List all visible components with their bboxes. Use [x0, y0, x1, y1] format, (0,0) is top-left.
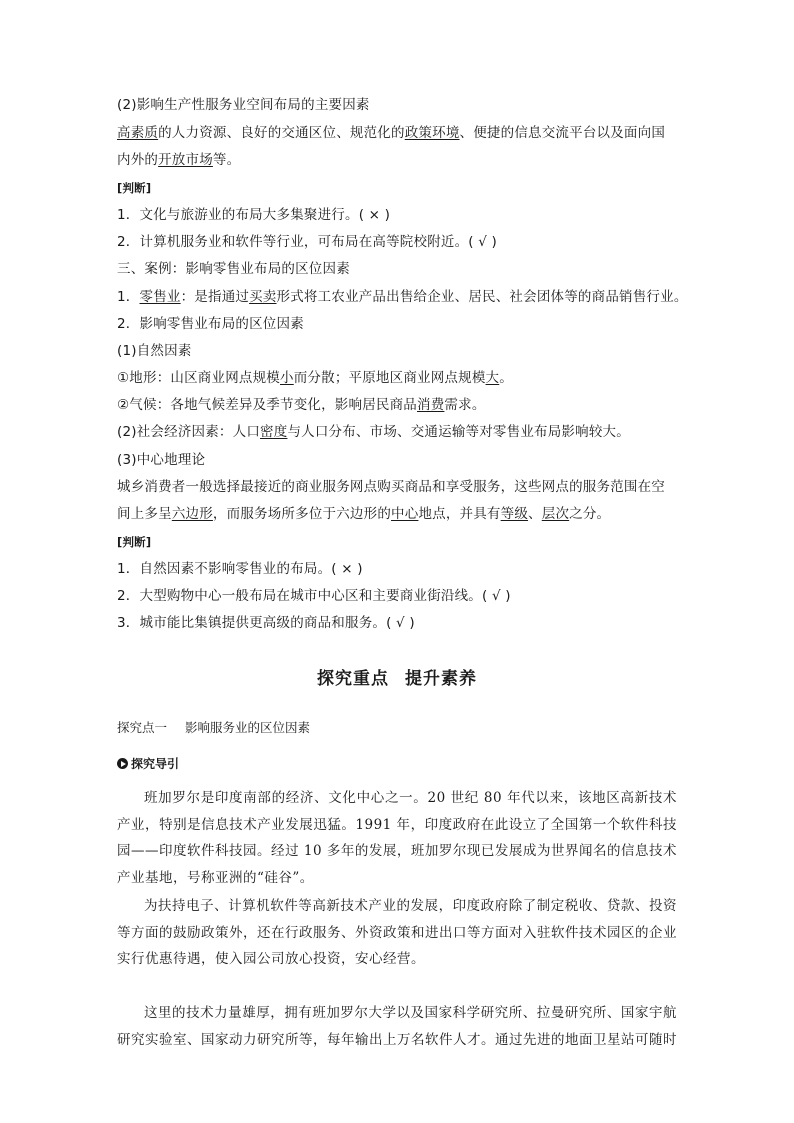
answer-blank: 零售业 — [139, 289, 181, 305]
paragraph: 这里的技术力量雄厚，拥有班加罗尔大学以及国家科学研究所、拉曼研究所、国家宇航研究实验室、国家动力研究所等，每年输出上万名软件人才。通过先进的地面卫星站可随时 — [117, 1005, 677, 1048]
text-line: (3)中心地理论 — [117, 452, 206, 468]
text-line: (2)社会经济因素：人口密度与人口分布、市场、交通运输等对零售业布局影响较大。 — [117, 424, 630, 440]
judgement-item: 1．文化与旅游业的布局大多集聚进行。( × ) — [117, 207, 391, 223]
answer-blank: 买卖 — [249, 289, 277, 305]
text-line: 城乡消费者一般选择最接近的商业服务网点购买商品和享受服务，这些网点的服务范围在空 — [117, 479, 665, 495]
answer-blank: 中心 — [391, 506, 419, 522]
paragraph: 班加罗尔是印度南部的经济、文化中心之一。20 世纪 80 年代以来，该地区高新技术产业，特别是信息技术产业发展迅猛。1991 年，印度政府在此设立了全国第一个软件科技园——印度软件科技园。经过 10 多年的发展，班加罗尔现已发展成为世界闻名的信息技术产业基地，号称亚洲的“硅谷”。 — [117, 790, 677, 886]
answer-blank: 政策环境 — [404, 125, 460, 141]
text-line: 间上多呈六边形，而服务场所多位于六边形的中心地点，并具有等级、层次之分。 — [117, 506, 611, 522]
judgement-item: 2．大型购物中心一般布局在城市中心区和主要商业街沿线。( √ ) — [117, 588, 511, 604]
judgement-label: [判断] — [117, 181, 152, 195]
text-line: 2．影响零售业布局的区位因素 — [117, 316, 304, 332]
heading-factors-producer-services: (2)影响生产性服务业空间布局的主要因素 — [117, 97, 370, 113]
answer-blank: 大 — [485, 370, 500, 386]
answer-blank: 小 — [280, 370, 294, 386]
text-line: 1．零售业：是指通过买卖形式将工农业产品出售给企业、居民、社会团体等的商品销售行业。 — [117, 289, 688, 305]
subsection-heading: 探究点一 影响服务业的区位因素 — [117, 720, 311, 735]
play-circle-icon — [117, 758, 128, 769]
answer-blank: 层次 — [541, 506, 570, 522]
guide-label: 探究导引 — [117, 755, 179, 772]
text-line: ②气候：各地气候差异及季节变化，影响居民商品消费需求。 — [117, 397, 486, 413]
answer-blank: 消费 — [417, 397, 445, 413]
answer-blank: 高素质 — [117, 125, 159, 141]
judgement-item: 1．自然因素不影响零售业的布局。( × ) — [117, 561, 363, 577]
judgement-item: 2．计算机服务业和软件等行业，可布局在高等院校附近。( √ ) — [117, 234, 498, 250]
answer-blank: 密度 — [260, 424, 288, 440]
judgement-item: 3．城市能比集镇提供更高级的商品和服务。( √ ) — [117, 615, 415, 631]
paragraph: 为扶持电子、计算机软件等高新技术产业的发展，印度政府除了制定税收、贷款、投资等方面的鼓励政策外，还在行政服务、外资政策和进出口等方面对入驻软件技术园区的企业实行优惠待遇，使入园公司放心投资，安心经营。 — [117, 898, 677, 967]
judgement-label: [判断] — [117, 535, 152, 549]
text-line: ①地形：山区商业网点规模小而分散；平原地区商业网点规模大。 — [117, 370, 513, 386]
answer-blank: 开放市场 — [158, 152, 213, 168]
text-line: (1)自然因素 — [117, 343, 192, 359]
section-title: 探究重点 提升素养 — [317, 669, 477, 689]
text-line: 内外的开放市场等。 — [117, 152, 241, 168]
answer-blank: 六边形 — [171, 506, 213, 522]
section-heading-retail: 三、案例：影响零售业布局的区位因素 — [117, 261, 350, 277]
text-line: 高素质的人力资源、良好的交通区位、规范化的政策环境、便捷的信息交流平台以及面向国 — [117, 125, 666, 141]
answer-blank: 等级 — [500, 506, 529, 522]
